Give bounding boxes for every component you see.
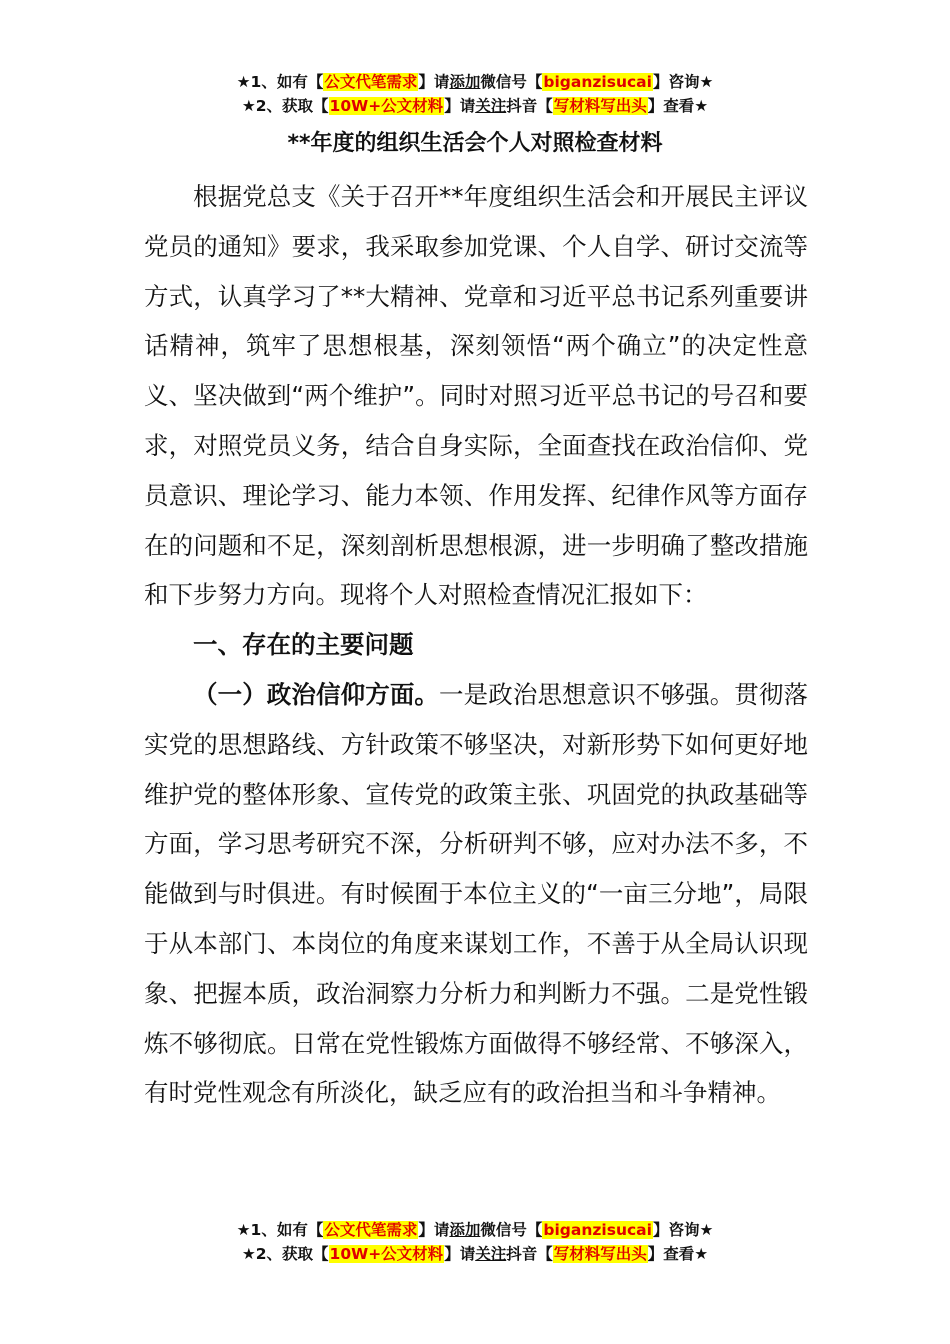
document-title: **年度的组织生活会个人对照检查材料 xyxy=(287,131,663,156)
footer-line-1 xyxy=(0,1218,950,1242)
banner-highlight: 写材料写出头 xyxy=(553,97,647,115)
banner-highlight: biganzisucai xyxy=(543,1221,652,1239)
footer-banner xyxy=(0,1218,950,1266)
banner-text: 抖音【 xyxy=(506,97,553,115)
banner-highlight: 写材料写出头 xyxy=(553,1245,647,1263)
banner-text: 】请 xyxy=(418,73,450,91)
banner-text: ★2、获取【 xyxy=(241,97,329,115)
banner-line-1 xyxy=(0,70,950,94)
banner-text: 】请 xyxy=(444,1245,476,1263)
banner-highlight: biganzisucai xyxy=(543,73,652,91)
subsection-text: 一是政治思想意识不够强。贯彻落实党的思想路线、方针政策不够坚决，对新形势下如何更好地维护党的整体形象、宣传党的政策主张、巩固党的执政基础等方面，学习思考研究不深，分析研判不够，应对办法不多，不能做到与时俱进。有时候囿于本位主义的“一亩三分地”，局限于从本部门、本岗位的角度来谋划工作，不善于从全局认识现象、把握本质，政治洞察力分析力和判断力不强。二是党性锻炼不够彻底。日常在党性锻炼方面做得不够经常、不够深入，有时党性观念有所淡化，缺乏应有的政治担当和斗争精神。 xyxy=(144,679,809,1108)
subsection-paragraph xyxy=(144,670,808,1118)
banner-underline: 添加 xyxy=(449,73,481,91)
banner-text: ★2、获取【 xyxy=(241,1245,329,1263)
section-heading: 一、存在的主要问题 xyxy=(193,630,414,660)
banner-text: 微信号【 xyxy=(480,73,543,91)
banner-highlight: 公文代笔需求 xyxy=(324,73,418,91)
banner-text: 】请 xyxy=(418,1221,450,1239)
header-banner xyxy=(0,70,950,118)
banner-text: ★1、如有【 xyxy=(236,73,324,91)
document-body xyxy=(144,172,808,1118)
banner-text: 微信号【 xyxy=(480,1221,543,1239)
banner-highlight: 10W+公文材料 xyxy=(329,97,444,115)
subsection-heading: （一）政治信仰方面。 xyxy=(193,679,440,709)
banner-text: 】查看★ xyxy=(647,97,709,115)
banner-underline: 关注 xyxy=(475,1245,507,1263)
banner-text: 】咨询★ xyxy=(652,73,714,91)
banner-text: ★1、如有【 xyxy=(236,1221,324,1239)
banner-line-2 xyxy=(0,94,950,118)
footer-line-2 xyxy=(0,1242,950,1266)
banner-text: 】请 xyxy=(444,97,476,115)
intro-paragraph: 根据党总支《关于召开**年度组织生活会和开展民主评议党员的通知》要求，我采取参加党课、个人自学、研讨交流等方式，认真学习了**大精神、党章和习近平总书记系列重要讲话精神，筑牢了思想根基，深刻领悟“两个确立”的决定性意义、坚决做到“两个维护”。同时对照习近平总书记的号召和要求，对照党员义务，结合自身实际，全面查找在政治信仰、党员意识、理论学习、能力本领、作用发挥、纪律作风等方面存在的问题和不足，深刻剖析思想根源，进一步明确了整改措施和下步努力方向。现将个人对照检查情况汇报如下： xyxy=(144,182,808,610)
banner-text: 抖音【 xyxy=(506,1245,553,1263)
banner-underline: 关注 xyxy=(475,97,507,115)
banner-highlight: 公文代笔需求 xyxy=(324,1221,418,1239)
banner-text: 】查看★ xyxy=(647,1245,709,1263)
banner-underline: 添加 xyxy=(449,1221,481,1239)
banner-text: 】咨询★ xyxy=(652,1221,714,1239)
banner-highlight: 10W+公文材料 xyxy=(329,1245,444,1263)
